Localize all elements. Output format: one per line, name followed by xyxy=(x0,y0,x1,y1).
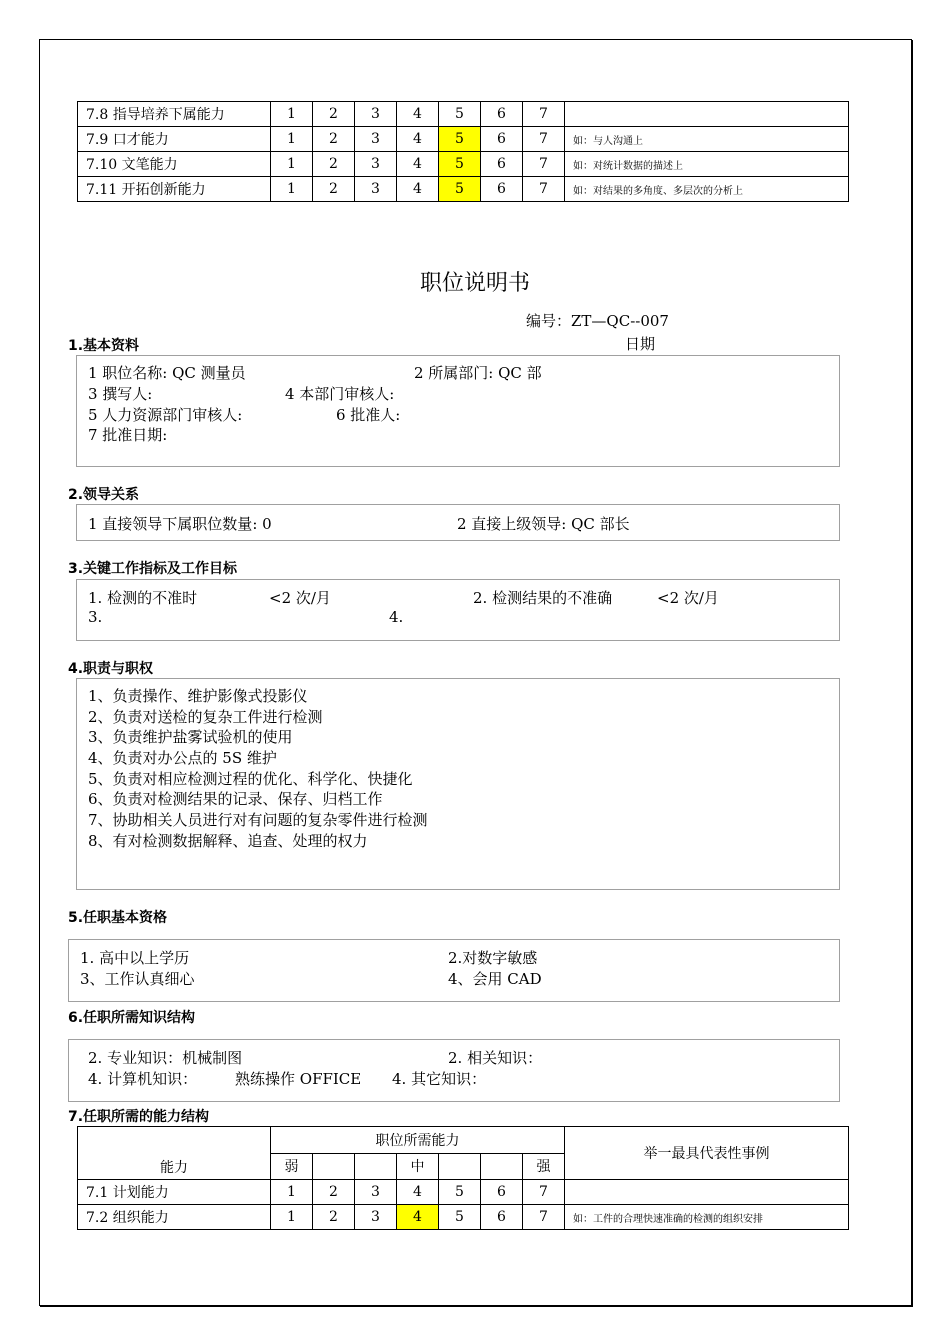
kpi-3: 3. xyxy=(88,608,103,626)
ability-row xyxy=(78,152,849,177)
qualification-1: 1. 高中以上学历 xyxy=(80,949,190,967)
section-5-heading: 5.任职基本资格 xyxy=(68,910,168,926)
writer-field: 3 撰写人: xyxy=(88,385,153,403)
ability-row xyxy=(78,177,849,202)
score-cell: 1 xyxy=(271,102,313,127)
required-ability-header: 职位所需能力 xyxy=(271,1127,565,1154)
knowledge-related: 2. 相关知识： xyxy=(448,1049,543,1067)
score-cell-selected: 5 xyxy=(439,127,481,152)
kpi-2-label: 2. 检测结果的不准确 xyxy=(473,589,613,607)
score-cell: 5 xyxy=(439,102,481,127)
score-cell: 6 xyxy=(481,127,523,152)
position-name-field: 1 职位名称: QC 测量员 xyxy=(88,364,246,382)
score-cell: 4 xyxy=(397,152,439,177)
score-cell: 2 xyxy=(313,1205,355,1230)
dept-reviewer-field: 4 本部门审核人: xyxy=(285,385,395,403)
section-1-box xyxy=(76,355,840,467)
duties-list xyxy=(88,685,428,851)
section-4-heading: 4.职责与职权 xyxy=(68,661,154,677)
ability-example: 如：与人沟通上 xyxy=(565,127,849,152)
score-cell: 4 xyxy=(397,1180,439,1205)
score-cell-selected: 4 xyxy=(397,1205,439,1230)
document-title: 职位说明书 xyxy=(419,271,530,296)
example-column-header: 举一最具代表性事例 xyxy=(565,1127,849,1180)
subordinates-field: 1 直接领导下属职位数量: 0 xyxy=(88,515,272,533)
ability-row xyxy=(78,127,849,152)
ability-row xyxy=(78,102,849,127)
duty-item: 7、协助相关人员进行对有问题的复杂零件进行检测 xyxy=(88,811,428,830)
ability-example xyxy=(565,1180,849,1205)
score-cell-selected: 5 xyxy=(439,152,481,177)
ability-example xyxy=(565,102,849,127)
score-cell: 4 xyxy=(397,177,439,202)
score-cell: 5 xyxy=(439,1205,481,1230)
duty-item: 3、负责维护盐雾试验机的使用 xyxy=(88,728,293,747)
duty-item: 5、负责对相应检测过程的优化、科学化、快捷化 xyxy=(88,769,413,788)
knowledge-computer-value: 熟练操作 OFFICE xyxy=(235,1070,362,1088)
score-cell: 4 xyxy=(397,127,439,152)
score-cell: 5 xyxy=(439,1180,481,1205)
ability-label: 7.2 组织能力 xyxy=(78,1205,271,1230)
kpi-1-label: 1. 检测的不准时 xyxy=(88,589,198,607)
score-cell: 1 xyxy=(271,1205,313,1230)
ability-column-header: 能力 xyxy=(78,1127,271,1180)
score-cell: 1 xyxy=(271,177,313,202)
score-cell: 3 xyxy=(355,152,397,177)
score-cell: 3 xyxy=(355,1205,397,1230)
kpi-1-value: <2 次/月 xyxy=(269,589,331,607)
score-cell: 2 xyxy=(313,102,355,127)
score-cell: 1 xyxy=(271,127,313,152)
section-3-box xyxy=(76,579,840,641)
superior-field: 2 直接上级领导: QC 部长 xyxy=(457,515,630,533)
score-cell: 6 xyxy=(481,152,523,177)
duty-item: 6、负责对检测结果的记录、保存、归档工作 xyxy=(88,790,383,809)
section-6-heading: 6.任职所需知识结构 xyxy=(68,1010,196,1026)
approve-date-field: 7 批准日期: xyxy=(88,426,168,444)
duty-item: 1、负责操作、维护影像式投影仪 xyxy=(88,687,308,705)
document-date-label: 日期 xyxy=(625,335,656,353)
knowledge-other: 4. 其它知识： xyxy=(392,1070,487,1088)
score-cell: 2 xyxy=(313,152,355,177)
section-6-box xyxy=(68,1039,840,1102)
qualification-2: 2.对数字敏感 xyxy=(448,949,538,967)
score-cell: 7 xyxy=(523,177,565,202)
score-cell: 7 xyxy=(523,102,565,127)
department-field: 2 所属部门: QC 部 xyxy=(414,364,542,382)
score-cell: 2 xyxy=(313,177,355,202)
knowledge-professional: 2. 专业知识：机械制图 xyxy=(88,1049,243,1067)
ability-label: 7.11 开拓创新能力 xyxy=(78,177,271,202)
section-1-heading: 1.基本资料 xyxy=(68,338,140,354)
ability-label: 7.10 文笔能力 xyxy=(78,152,271,177)
score-cell: 7 xyxy=(523,1180,565,1205)
section-4-box xyxy=(76,678,840,890)
score-cell: 7 xyxy=(523,1205,565,1230)
scale-weak-label: 弱 xyxy=(271,1153,313,1180)
section-2-box xyxy=(76,504,840,541)
kpi-4: 4. xyxy=(389,608,404,626)
section-2-heading: 2.领导关系 xyxy=(68,487,140,503)
approver-field: 6 批准人: xyxy=(336,406,401,424)
section-5-box xyxy=(68,939,840,1002)
qualification-3: 3、工作认真细心 xyxy=(80,970,195,988)
ability-label: 7.8 指导培养下属能力 xyxy=(78,102,271,127)
score-cell: 4 xyxy=(397,102,439,127)
duty-item: 4、负责对办公点的 5S 维护 xyxy=(88,749,277,768)
score-cell: 3 xyxy=(355,177,397,202)
score-cell: 6 xyxy=(481,102,523,127)
scale-strong-label: 强 xyxy=(523,1153,565,1180)
score-cell: 7 xyxy=(523,152,565,177)
hr-reviewer-field: 5 人力资源部门审核人: xyxy=(88,406,243,424)
score-cell: 3 xyxy=(355,127,397,152)
ability-label: 7.9 口才能力 xyxy=(78,127,271,152)
ability-example: 如：对结果的多角度、多层次的分析上 xyxy=(565,177,849,202)
score-cell: 3 xyxy=(355,102,397,127)
score-cell: 6 xyxy=(481,177,523,202)
duty-item: 8、有对检测数据解释、追查、处理的权力 xyxy=(88,831,368,850)
section-7-heading: 7.任职所需的能力结构 xyxy=(68,1109,210,1125)
ability-example: 如：工件的合理快速准确的检测的组织安排 xyxy=(565,1205,849,1230)
score-cell: 6 xyxy=(481,1205,523,1230)
score-cell: 7 xyxy=(523,127,565,152)
ability-row xyxy=(78,1180,849,1205)
document-code: 编号：ZT—QC--007 xyxy=(526,312,669,330)
score-cell: 2 xyxy=(313,127,355,152)
ability-table xyxy=(77,1126,849,1230)
scale-mid-label: 中 xyxy=(397,1153,439,1180)
score-cell-selected: 5 xyxy=(439,177,481,202)
knowledge-computer-label: 4. 计算机知识： xyxy=(88,1070,198,1088)
duty-item: 2、负责对送检的复杂工件进行检测 xyxy=(88,707,323,726)
ability-example: 如：对统计数据的描述上 xyxy=(565,152,849,177)
qualification-4: 4、会用 CAD xyxy=(448,970,542,988)
ability-table-continued xyxy=(77,101,849,202)
score-cell: 2 xyxy=(313,1180,355,1205)
score-cell: 3 xyxy=(355,1180,397,1205)
score-cell: 6 xyxy=(481,1180,523,1205)
ability-label: 7.1 计划能力 xyxy=(78,1180,271,1205)
score-cell: 1 xyxy=(271,152,313,177)
kpi-2-value: <2 次/月 xyxy=(657,589,719,607)
ability-row xyxy=(78,1205,849,1230)
section-3-heading: 3.关键工作指标及工作目标 xyxy=(68,561,238,577)
score-cell: 1 xyxy=(271,1180,313,1205)
